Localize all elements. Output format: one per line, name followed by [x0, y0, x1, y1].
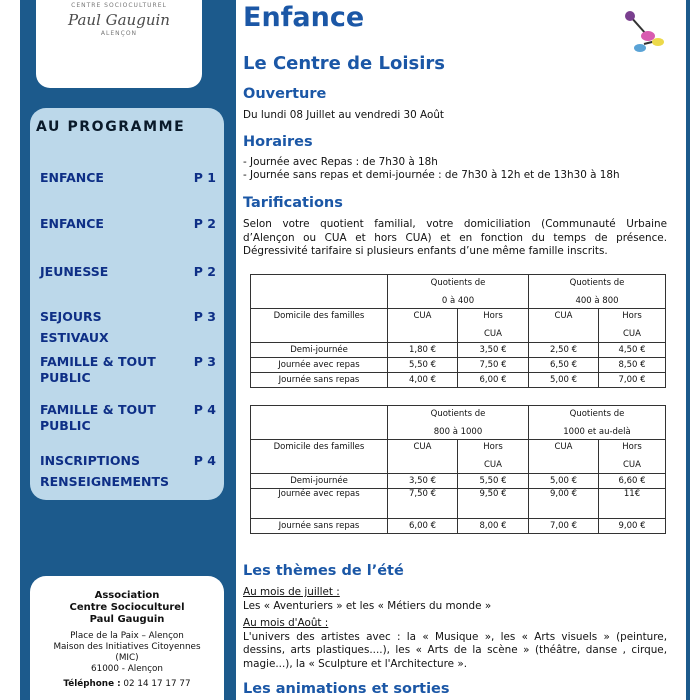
price-cell: 7,00 €: [599, 373, 666, 388]
col-hors: Hors: [483, 311, 503, 321]
price-cell: 1,80 €: [388, 343, 458, 358]
program-item-label: ENFANCE: [40, 216, 104, 231]
page-title: Enfance: [243, 2, 365, 33]
address-line-3: (MIC): [115, 653, 139, 663]
program-item-label: INSCRIPTIONS: [40, 453, 140, 468]
row-header: Domicile des familles: [251, 309, 388, 343]
logo-name: Paul Gauguin: [68, 11, 170, 29]
august-label: Au mois d'Août :: [243, 617, 329, 629]
col-hors: Hors: [483, 442, 503, 452]
program-item-famille-p3[interactable]: [40, 354, 218, 386]
price-cell: 5,00 €: [529, 373, 599, 388]
program-item-inscriptions[interactable]: [40, 450, 218, 492]
row-label: Journée avec repas: [251, 489, 388, 519]
price-cell: 3,50 €: [388, 474, 458, 489]
price-cell: 9,00 €: [529, 489, 599, 519]
quotient-range: 800 à 1000: [433, 426, 483, 437]
quotient-range: 0 à 400: [441, 295, 475, 306]
col-hors-cua-label: CUA: [484, 329, 502, 339]
price-cell: 7,50 €: [388, 489, 458, 519]
july-label: Au mois de juillet :: [243, 586, 340, 598]
price-cell: 7,50 €: [458, 358, 529, 373]
logo-top-text: CENTRE SOCIOCULTUREL: [71, 2, 167, 9]
price-cell: 4,50 €: [599, 343, 666, 358]
col-hors-cua: [458, 440, 529, 474]
association-name: Centre Socioculturel: [69, 602, 185, 613]
price-cell: 11€: [599, 489, 666, 519]
address-line-2: Maison des Initiatives Citoyennes: [53, 642, 201, 652]
august-text: L'univers des artistes avec : la « Musique », les « Arts visuels » (peinture, dessins, arts plastiques....), les « Arts de la scène » (théâtre, danse , cirque, magie...), la « Sculpture et l'Architecture ».: [243, 630, 667, 670]
col-hors-cua: [599, 309, 666, 343]
price-cell: 6,00 €: [388, 519, 458, 534]
row-label: Journée avec repas: [251, 358, 388, 373]
col-cua: CUA: [529, 309, 599, 343]
program-item-label: JEUNESSE: [40, 264, 109, 279]
quotient-header-a: [388, 406, 529, 440]
col-hors-cua-label: CUA: [484, 460, 502, 470]
program-item-label: SEJOURS: [40, 309, 102, 324]
quotient-range: 1000 et au-delà: [563, 426, 631, 437]
pricing-text: Selon votre quotient familial, votre domiciliation (Communauté Urbaine d’Alençon ou CUA et hors CUA) et en fonction du temps de présence. Dégressivité tarifaire si plusieurs enfants d’une même famille inscrits.: [243, 218, 667, 257]
program-title: AU PROGRAMME: [36, 119, 186, 135]
hours-title: Horaires: [243, 134, 313, 150]
col-cua: CUA: [529, 440, 599, 474]
price-cell: 9,00 €: [599, 519, 666, 534]
table-corner: [251, 275, 388, 309]
price-cell: 2,50 €: [529, 343, 599, 358]
price-cell: 8,00 €: [458, 519, 529, 534]
row-label: Journée sans repas: [251, 373, 388, 388]
program-item-enfance-p2[interactable]: [40, 216, 218, 232]
quotient-header-b: [529, 275, 666, 309]
opening-title: Ouverture: [243, 86, 327, 102]
table-corner: [251, 406, 388, 440]
pushpins-icon: [622, 10, 668, 56]
association-box: [30, 576, 224, 700]
table-row: [251, 489, 666, 519]
price-cell: 7,00 €: [529, 519, 599, 534]
animations-title: Les animations et sorties: [243, 681, 450, 697]
price-cell: 9,50 €: [458, 489, 529, 519]
phone-label: Téléphone :: [63, 679, 121, 689]
col-hors: Hors: [622, 311, 642, 321]
price-cell: 3,50 €: [458, 343, 529, 358]
july-text: Les « Aventuriers » et les « Métiers du monde »: [243, 599, 492, 612]
logo: [36, 0, 202, 88]
quotient-header-a: [388, 275, 529, 309]
table-row: [251, 358, 666, 373]
col-hors-cua: [599, 440, 666, 474]
row-label: Journée sans repas: [251, 519, 388, 534]
col-cua: CUA: [388, 309, 458, 343]
address-line-4: 61000 - Alençon: [91, 664, 163, 674]
program-item-page: P 2: [193, 216, 216, 231]
program-item-label-2: ESTIVAUX: [40, 330, 109, 345]
association-name-2: Paul Gauguin: [89, 614, 165, 625]
opening-text: Du lundi 08 Juillet au vendredi 30 Août: [243, 109, 445, 121]
price-cell: 5,50 €: [458, 474, 529, 489]
col-cua: CUA: [388, 440, 458, 474]
table-row: [251, 373, 666, 388]
themes-title: Les thèmes de l’été: [243, 563, 404, 579]
price-cell: 5,00 €: [529, 474, 599, 489]
quotient-header-b: [529, 406, 666, 440]
price-cell: 5,50 €: [388, 358, 458, 373]
program-item-sejours[interactable]: [40, 306, 218, 348]
phone-number: 02 14 17 17 77: [123, 679, 191, 689]
program-item-label: ENFANCE: [40, 170, 104, 185]
col-hors-cua-label: CUA: [623, 329, 641, 339]
program-item-enfance-p1[interactable]: [40, 170, 218, 186]
col-hors: Hors: [622, 442, 642, 452]
quotient-label: Quotients de: [430, 408, 486, 419]
program-item-label-2: RENSEIGNEMENTS: [40, 474, 170, 489]
quotient-label: Quotients de: [569, 277, 625, 288]
price-cell: 6,00 €: [458, 373, 529, 388]
august-block: [243, 617, 667, 671]
quotient-label: Quotients de: [569, 408, 625, 419]
price-cell: 4,00 €: [388, 373, 458, 388]
program-box: [30, 108, 224, 500]
program-item-famille-p4[interactable]: [40, 402, 218, 434]
quotient-range: 400 à 800: [575, 295, 619, 306]
july-block: [243, 586, 667, 613]
program-item-jeunesse[interactable]: [40, 264, 218, 280]
table-row: [251, 474, 666, 489]
price-cell: 8,50 €: [599, 358, 666, 373]
row-label: Demi-journée: [251, 343, 388, 358]
program-item-page: P 4: [193, 402, 216, 417]
table-row: [251, 343, 666, 358]
pricing-table-1: [250, 274, 666, 388]
phone: [30, 679, 224, 690]
price-cell: 6,60 €: [599, 474, 666, 489]
quotient-label: Quotients de: [430, 277, 486, 288]
address-line-1: Place de la Paix – Alençon: [70, 631, 184, 641]
program-item-page: P 2: [193, 264, 216, 279]
row-label: Demi-journée: [251, 474, 388, 489]
program-item-label: FAMILLE & TOUT: [40, 354, 156, 369]
pricing-table-2: [250, 405, 666, 534]
program-item-page: P 3: [193, 309, 216, 324]
section-title: Le Centre de Loisirs: [243, 53, 445, 74]
row-header: Domicile des familles: [251, 440, 388, 474]
price-cell: 6,50 €: [529, 358, 599, 373]
table-row: [251, 519, 666, 534]
logo-city: ALENÇON: [100, 30, 138, 37]
program-item-label-2: PUBLIC: [40, 370, 91, 385]
hours-line-2: - Journée sans repas et demi-journée : de 7h30 à 12h et de 13h30 à 18h: [243, 169, 620, 181]
program-item-label: FAMILLE & TOUT: [40, 402, 156, 417]
program-item-page: P 3: [193, 354, 216, 369]
program-item-page: P 4: [193, 453, 216, 468]
pricing-title: Tarifications: [243, 195, 343, 211]
program-item-label-2: PUBLIC: [40, 418, 91, 433]
program-item-page: P 1: [193, 170, 216, 185]
association-label: Association: [94, 590, 160, 601]
hours-line-1: - Journée avec Repas : de 7h30 à 18h: [243, 156, 438, 168]
col-hors-cua: [458, 309, 529, 343]
col-hors-cua-label: CUA: [623, 460, 641, 470]
